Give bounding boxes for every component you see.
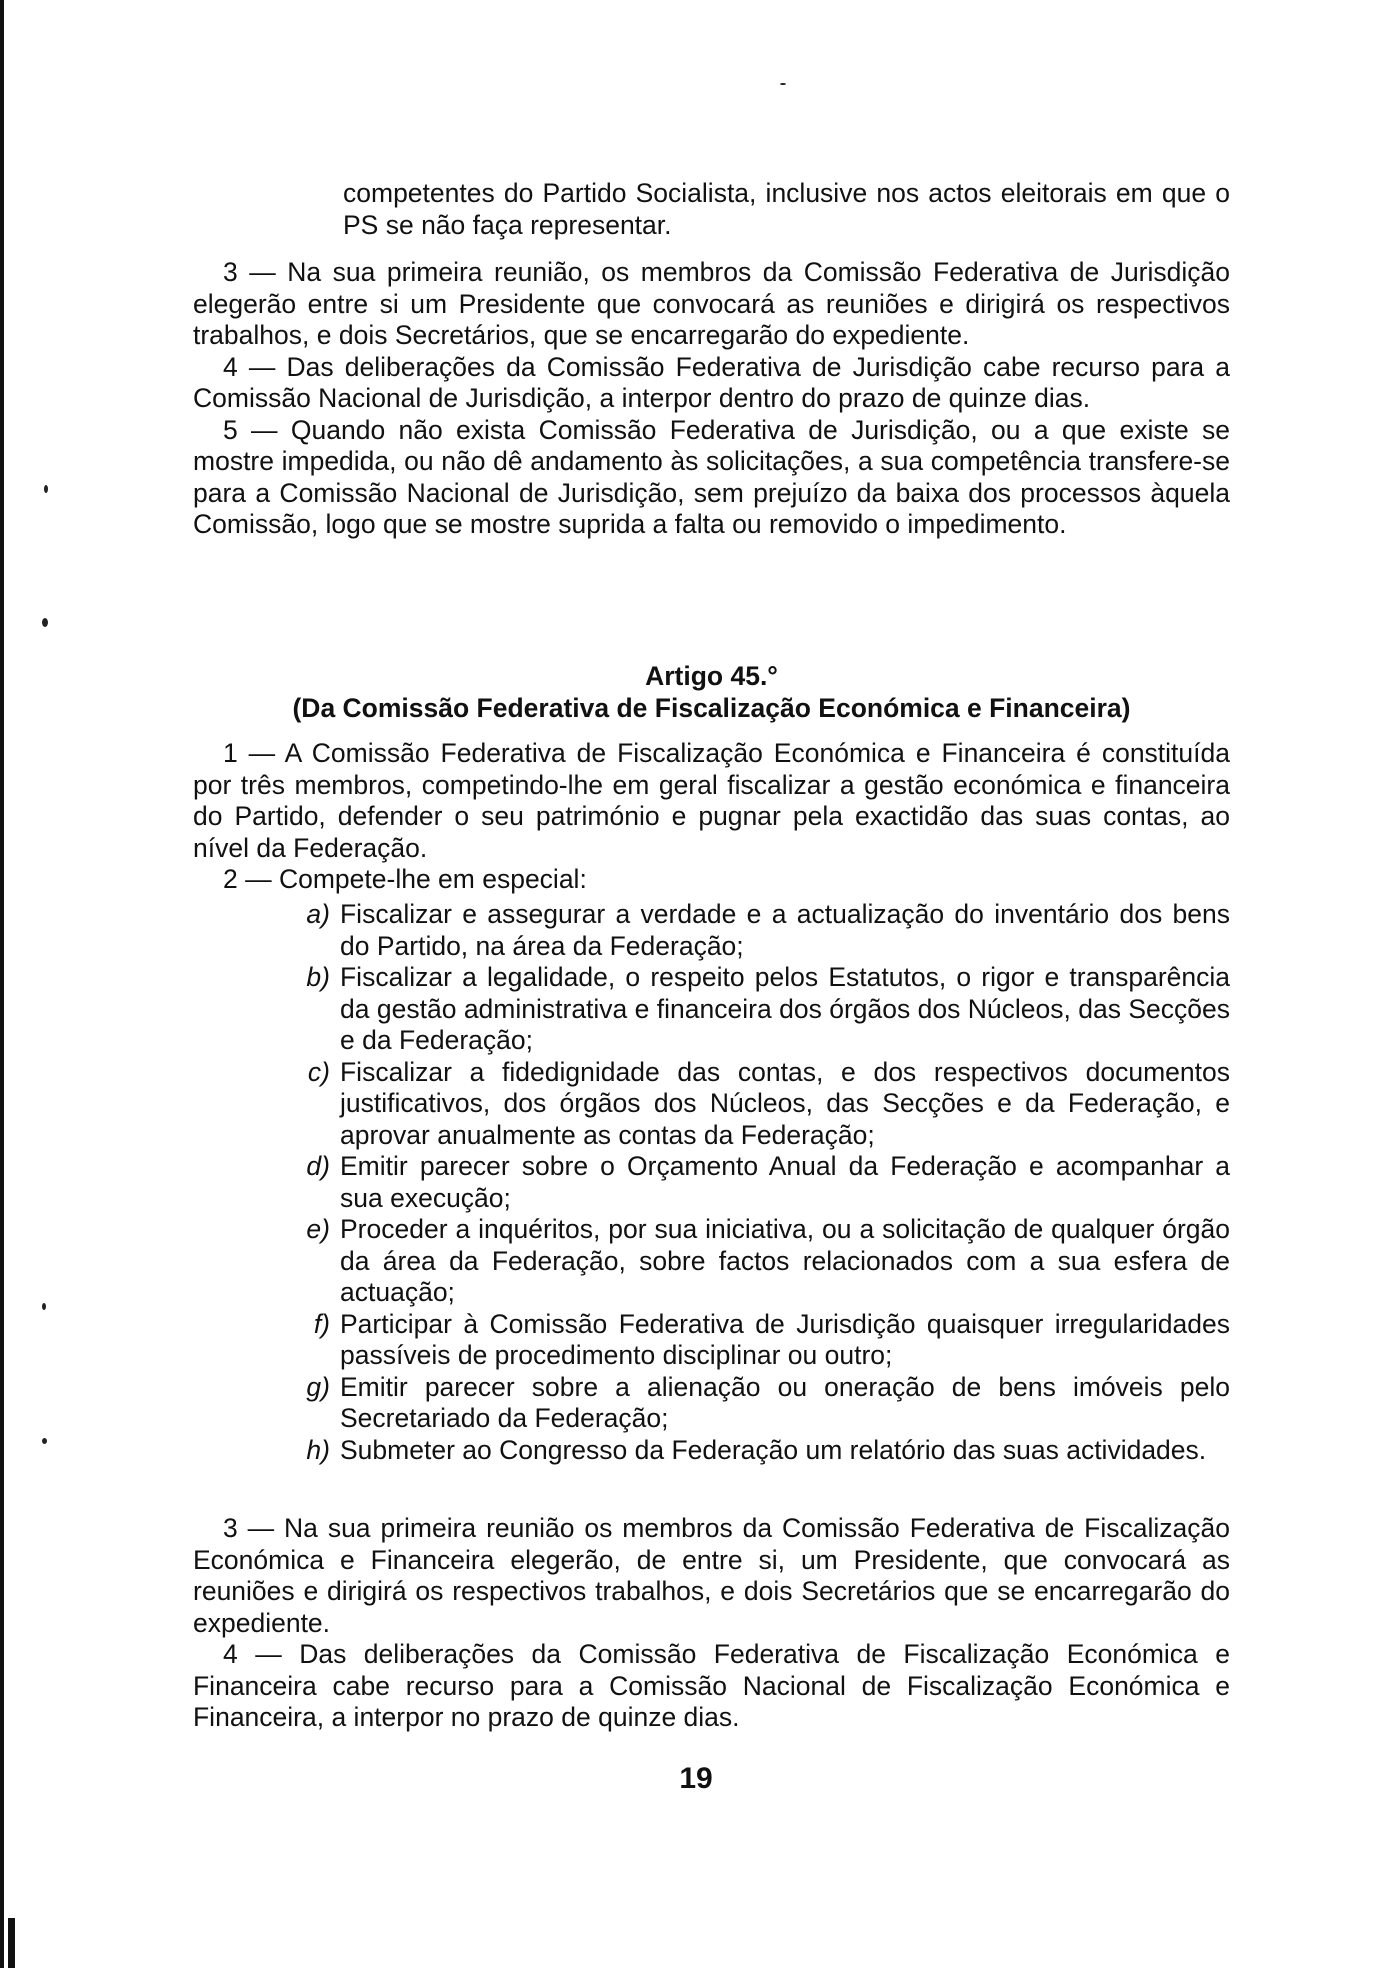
paragraph-45-1: 1 — A Comissão Federativa de Fiscalização Económica e Financeira é constituída por três membros, competindo-lhe em geral fiscalizar a gestão económica e financeira do Partido, defender o seu património e pugnar pela exactidão das suas contas, ao nível da Federação. <box>193 738 1230 863</box>
paragraph-45-3: 3 — Na sua primeira reunião os membros da Comissão Federativa de Fiscalização Económica e Financeira elegerão, de entre si, um Presidente, que convocará as reuniões e dirigirá os respectivos trabalhos, e dois Secretários que se encarregarão do expediente. <box>193 1513 1230 1638</box>
article-heading: Artigo 45.° <box>645 661 778 691</box>
page-number: 19 <box>679 1762 713 1795</box>
list-item <box>280 1435 1230 1467</box>
paragraph-45-4: 4 — Das deliberações da Comissão Federativa de Fiscalização Económica e Financeira cabe recurso para a Comissão Nacional de Fiscalização Económica e Financeira, a interpor no prazo de quinze dias. <box>193 1639 1230 1732</box>
scan-speck <box>42 1438 47 1444</box>
intro-continuation: competentes do Partido Socialista, inclusive nos actos eleitorais em que o PS se não faça representar. <box>343 178 1230 240</box>
item-letter: g) <box>306 1371 330 1402</box>
item-letter: e) <box>306 1214 330 1244</box>
item-letter: d) <box>306 1151 330 1181</box>
scan-speck <box>42 1303 46 1310</box>
scan-mark <box>8 1918 15 1968</box>
item-letter: h) <box>306 1434 330 1465</box>
list-item <box>280 1151 1230 1214</box>
item-text: Proceder a inquéritos, por sua iniciativa, ou a solicitação de qualquer órgão da área da Federação, sobre factos relacionados com a sua esfera de actuação; <box>340 1214 1230 1307</box>
list-item <box>280 1372 1230 1435</box>
item-letter: f) <box>313 1308 330 1339</box>
scan-edge <box>0 0 4 1968</box>
list-item <box>280 1214 1230 1309</box>
item-letter: b) <box>306 962 330 992</box>
scan-speck <box>780 83 786 85</box>
item-letter: a) <box>306 899 330 929</box>
list-item <box>280 899 1230 962</box>
list-item <box>280 1309 1230 1372</box>
paragraph-44-4: 4 — Das deliberações da Comissão Federativa de Jurisdição cabe recurso para a Comissão Nacional de Jurisdição, a interpor dentro do prazo de quinze dias. <box>193 351 1230 413</box>
scan-speck <box>44 485 48 493</box>
article-title: (Da Comissão Federativa de Fiscalização Económica e Financeira) <box>292 692 1131 723</box>
paragraph-44-5: 5 — Quando não exista Comissão Federativa de Jurisdição, ou a que existe se mostre impedida, ou não dê andamento às solicitações, a sua competência transfere-se para a Comissão Nacional de Jurisdição, sem prejuízo da baixa dos processos àquela Comissão, logo que se mostre suprida a falta ou removido o impedimento. <box>193 414 1230 539</box>
item-text: Emitir parecer sobre o Orçamento Anual da Federação e acompanhar a sua execução; <box>340 1151 1230 1213</box>
closing-paragraphs <box>193 1513 1230 1734</box>
list-item <box>280 1057 1230 1152</box>
item-letter: c) <box>307 1056 330 1087</box>
paragraph-44-3: 3 — Na sua primeira reunião, os membros da Comissão Federativa de Jurisdição elegerão entre si um Presidente que convocará as reuniões e dirigirá os respectivos trabalhos, e dois Secretários, que se encarregarão do expediente. <box>193 257 1230 350</box>
item-text: Fiscalizar e assegurar a verdade e a actualização do inventário dos bens do Partido, na área da Federação; <box>340 899 1230 961</box>
article-45-intro <box>193 738 1230 896</box>
paragraph-45-2: 2 — Compete-lhe em especial: <box>223 864 587 894</box>
item-text: Fiscalizar a legalidade, o respeito pelos Estatutos, o rigor e transparência da gestão administrativa e financeira dos órgãos dos Núcleos, das Secções e da Federação; <box>340 962 1230 1055</box>
item-text: Emitir parecer sobre a alienação ou oneração de bens imóveis pelo Secretariado da Federação; <box>340 1371 1230 1433</box>
competence-list <box>280 899 1230 1466</box>
list-item <box>280 962 1230 1057</box>
section-44-paragraphs <box>193 257 1230 541</box>
item-text: Participar à Comissão Federativa de Jurisdição quaisquer irregularidades passíveis de procedimento disciplinar ou outro; <box>340 1308 1230 1370</box>
article-header <box>193 661 1230 724</box>
item-text: Submeter ao Congresso da Federação um relatório das suas actividades. <box>340 1434 1207 1465</box>
item-text: Fiscalizar a fidedignidade das contas, e dos respectivos documentos justificativos, dos órgãos dos Núcleos, das Secções e da Federação, e aprovar anualmente as contas da Federação; <box>340 1056 1230 1150</box>
scan-speck <box>42 618 48 627</box>
